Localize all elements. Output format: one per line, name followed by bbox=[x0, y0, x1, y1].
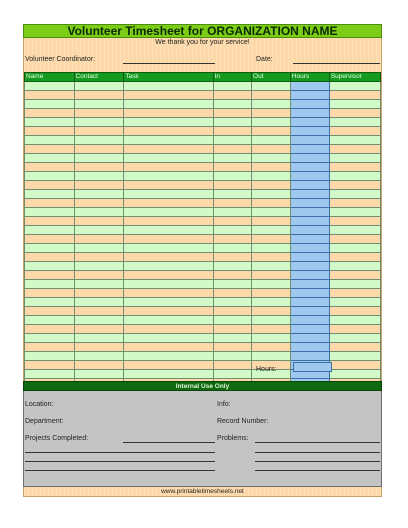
table-row bbox=[25, 271, 381, 280]
cell-task[interactable] bbox=[124, 190, 213, 199]
cell-in[interactable] bbox=[213, 253, 251, 262]
cell-task[interactable] bbox=[124, 145, 213, 154]
cell-hours[interactable] bbox=[290, 280, 329, 289]
cell-supervisor[interactable] bbox=[329, 145, 380, 154]
cell-supervisor[interactable] bbox=[329, 136, 380, 145]
cell-supervisor[interactable] bbox=[329, 316, 380, 325]
cell-name[interactable] bbox=[25, 172, 75, 181]
cell-task[interactable] bbox=[124, 343, 213, 352]
cell-hours[interactable] bbox=[290, 316, 329, 325]
cell-out[interactable] bbox=[252, 154, 291, 163]
projects-line-2[interactable] bbox=[25, 452, 215, 453]
total-hours-label: Hours: bbox=[256, 366, 277, 373]
cell-out[interactable] bbox=[252, 118, 291, 127]
cell-hours[interactable] bbox=[290, 289, 329, 298]
cell-in[interactable] bbox=[213, 199, 251, 208]
cell-out[interactable] bbox=[252, 334, 291, 343]
cell-in[interactable] bbox=[213, 289, 251, 298]
cell-contact[interactable] bbox=[74, 163, 124, 172]
cell-hours[interactable] bbox=[290, 118, 329, 127]
cell-supervisor[interactable] bbox=[329, 190, 380, 199]
cell-out[interactable] bbox=[252, 181, 291, 190]
cell-hours[interactable] bbox=[290, 307, 329, 316]
cell-supervisor[interactable] bbox=[329, 217, 380, 226]
cell-out[interactable] bbox=[252, 280, 291, 289]
cell-supervisor[interactable] bbox=[329, 343, 380, 352]
cell-name[interactable] bbox=[25, 307, 75, 316]
table-row bbox=[25, 325, 381, 334]
cell-contact[interactable] bbox=[74, 271, 124, 280]
department-label: Department: bbox=[25, 418, 64, 425]
cell-in[interactable] bbox=[213, 307, 251, 316]
cell-name[interactable] bbox=[25, 154, 75, 163]
cell-in[interactable] bbox=[213, 172, 251, 181]
table-row bbox=[25, 208, 381, 217]
total-hours-field[interactable] bbox=[293, 362, 332, 372]
cell-task[interactable] bbox=[124, 370, 213, 379]
cell-name[interactable] bbox=[25, 280, 75, 289]
cell-contact[interactable] bbox=[74, 190, 124, 199]
cell-out[interactable] bbox=[252, 163, 291, 172]
cell-supervisor[interactable] bbox=[329, 235, 380, 244]
table-row bbox=[25, 343, 381, 352]
table-row bbox=[25, 199, 381, 208]
problems-line-2[interactable] bbox=[255, 452, 380, 453]
cell-in[interactable] bbox=[213, 343, 251, 352]
table-row bbox=[25, 352, 381, 361]
cell-task[interactable] bbox=[124, 280, 213, 289]
cell-out[interactable] bbox=[252, 127, 291, 136]
cell-name[interactable] bbox=[25, 163, 75, 172]
date-label: Date: bbox=[256, 56, 273, 63]
cell-task[interactable] bbox=[124, 217, 213, 226]
cell-supervisor[interactable] bbox=[329, 181, 380, 190]
cell-contact[interactable] bbox=[74, 289, 124, 298]
cell-supervisor[interactable] bbox=[329, 226, 380, 235]
table-row bbox=[25, 289, 381, 298]
cell-contact[interactable] bbox=[74, 82, 124, 91]
cell-contact[interactable] bbox=[74, 199, 124, 208]
cell-contact[interactable] bbox=[74, 91, 124, 100]
cell-contact[interactable] bbox=[74, 208, 124, 217]
coordinator-label: Volunteer Coordinator: bbox=[25, 56, 96, 63]
cell-name[interactable] bbox=[25, 325, 75, 334]
cell-hours[interactable] bbox=[290, 334, 329, 343]
cell-supervisor[interactable] bbox=[329, 307, 380, 316]
cell-name[interactable] bbox=[25, 370, 75, 379]
table-row bbox=[25, 82, 381, 91]
cell-name[interactable] bbox=[25, 181, 75, 190]
cell-in[interactable] bbox=[213, 352, 251, 361]
table-row bbox=[25, 253, 381, 262]
cell-task[interactable] bbox=[124, 298, 213, 307]
cell-in[interactable] bbox=[213, 217, 251, 226]
cell-in[interactable] bbox=[213, 136, 251, 145]
internal-use-heading: Internal Use Only bbox=[23, 381, 382, 391]
cell-task[interactable] bbox=[124, 100, 213, 109]
cell-name[interactable] bbox=[25, 334, 75, 343]
cell-in[interactable] bbox=[213, 109, 251, 118]
subtitle: We thank you for your service! bbox=[155, 39, 250, 46]
page-title: Volunteer Timesheet for ORGANIZATION NAME bbox=[23, 24, 382, 38]
cell-in[interactable] bbox=[213, 235, 251, 244]
cell-name[interactable] bbox=[25, 199, 75, 208]
cell-supervisor[interactable] bbox=[329, 208, 380, 217]
coordinator-field[interactable] bbox=[123, 63, 215, 64]
cell-hours[interactable] bbox=[290, 181, 329, 190]
column-header-hours: Hours bbox=[290, 73, 329, 82]
cell-hours[interactable] bbox=[290, 325, 329, 334]
cell-supervisor[interactable] bbox=[329, 361, 380, 370]
cell-contact[interactable] bbox=[74, 352, 124, 361]
cell-task[interactable] bbox=[124, 289, 213, 298]
cell-contact[interactable] bbox=[74, 145, 124, 154]
cell-name[interactable] bbox=[25, 271, 75, 280]
table-header-row bbox=[25, 73, 381, 82]
cell-hours[interactable] bbox=[290, 244, 329, 253]
cell-out[interactable] bbox=[252, 253, 291, 262]
cell-name[interactable] bbox=[25, 136, 75, 145]
projects-completed-label: Projects Completed: bbox=[25, 435, 89, 442]
column-header-contact: Contact bbox=[74, 73, 124, 82]
cell-out[interactable] bbox=[252, 298, 291, 307]
cell-out[interactable] bbox=[252, 235, 291, 244]
cell-name[interactable] bbox=[25, 109, 75, 118]
cell-task[interactable] bbox=[124, 352, 213, 361]
table-row bbox=[25, 163, 381, 172]
cell-in[interactable] bbox=[213, 361, 251, 370]
problems-line-3[interactable] bbox=[255, 461, 380, 462]
cell-hours[interactable] bbox=[290, 127, 329, 136]
cell-contact[interactable] bbox=[74, 334, 124, 343]
cell-supervisor[interactable] bbox=[329, 127, 380, 136]
cell-supervisor[interactable] bbox=[329, 244, 380, 253]
cell-contact[interactable] bbox=[74, 118, 124, 127]
cell-supervisor[interactable] bbox=[329, 271, 380, 280]
cell-contact[interactable] bbox=[74, 127, 124, 136]
cell-contact[interactable] bbox=[74, 307, 124, 316]
cell-hours[interactable] bbox=[290, 262, 329, 271]
cell-out[interactable] bbox=[252, 217, 291, 226]
cell-task[interactable] bbox=[124, 181, 213, 190]
cell-supervisor[interactable] bbox=[329, 352, 380, 361]
cell-in[interactable] bbox=[213, 163, 251, 172]
footer-url: www.printabletimesheets.net bbox=[161, 488, 244, 495]
cell-in[interactable] bbox=[213, 118, 251, 127]
cell-task[interactable] bbox=[124, 208, 213, 217]
problems-label: Problems: bbox=[217, 435, 249, 442]
cell-hours[interactable] bbox=[290, 199, 329, 208]
cell-in[interactable] bbox=[213, 244, 251, 253]
cell-out[interactable] bbox=[252, 91, 291, 100]
cell-out[interactable] bbox=[252, 190, 291, 199]
cell-out[interactable] bbox=[252, 172, 291, 181]
cell-name[interactable] bbox=[25, 343, 75, 352]
table-row bbox=[25, 217, 381, 226]
cell-task[interactable] bbox=[124, 361, 213, 370]
cell-hours[interactable] bbox=[290, 235, 329, 244]
cell-out[interactable] bbox=[252, 145, 291, 154]
cell-hours[interactable] bbox=[290, 100, 329, 109]
column-header-out: Out bbox=[252, 73, 291, 82]
table-row bbox=[25, 316, 381, 325]
table-row bbox=[25, 307, 381, 316]
cell-supervisor[interactable] bbox=[329, 154, 380, 163]
cell-in[interactable] bbox=[213, 298, 251, 307]
cell-name[interactable] bbox=[25, 262, 75, 271]
cell-name[interactable] bbox=[25, 226, 75, 235]
cell-name[interactable] bbox=[25, 91, 75, 100]
projects-line-3[interactable] bbox=[25, 461, 215, 462]
cell-in[interactable] bbox=[213, 100, 251, 109]
table-row bbox=[25, 226, 381, 235]
table-row bbox=[25, 235, 381, 244]
cell-out[interactable] bbox=[252, 82, 291, 91]
cell-in[interactable] bbox=[213, 334, 251, 343]
cell-supervisor[interactable] bbox=[329, 172, 380, 181]
cell-contact[interactable] bbox=[74, 370, 124, 379]
cell-supervisor[interactable] bbox=[329, 325, 380, 334]
cell-contact[interactable] bbox=[74, 100, 124, 109]
cell-out[interactable] bbox=[252, 271, 291, 280]
cell-name[interactable] bbox=[25, 100, 75, 109]
cell-contact[interactable] bbox=[74, 172, 124, 181]
table-row bbox=[25, 172, 381, 181]
cell-out[interactable] bbox=[252, 289, 291, 298]
cell-name[interactable] bbox=[25, 145, 75, 154]
cell-in[interactable] bbox=[213, 82, 251, 91]
cell-supervisor[interactable] bbox=[329, 199, 380, 208]
cell-name[interactable] bbox=[25, 253, 75, 262]
cell-hours[interactable] bbox=[290, 154, 329, 163]
cell-supervisor[interactable] bbox=[329, 109, 380, 118]
projects-line-4[interactable] bbox=[25, 470, 215, 471]
cell-contact[interactable] bbox=[74, 226, 124, 235]
table-row bbox=[25, 190, 381, 199]
cell-in[interactable] bbox=[213, 127, 251, 136]
cell-out[interactable] bbox=[252, 352, 291, 361]
cell-task[interactable] bbox=[124, 262, 213, 271]
cell-name[interactable] bbox=[25, 118, 75, 127]
cell-contact[interactable] bbox=[74, 136, 124, 145]
problems-field[interactable] bbox=[255, 442, 380, 443]
column-header-name: Name bbox=[25, 73, 75, 82]
cell-in[interactable] bbox=[213, 91, 251, 100]
cell-task[interactable] bbox=[124, 199, 213, 208]
table-row bbox=[25, 145, 381, 154]
cell-hours[interactable] bbox=[290, 208, 329, 217]
cell-contact[interactable] bbox=[74, 298, 124, 307]
cell-name[interactable] bbox=[25, 352, 75, 361]
cell-supervisor[interactable] bbox=[329, 82, 380, 91]
cell-supervisor[interactable] bbox=[329, 298, 380, 307]
cell-name[interactable] bbox=[25, 217, 75, 226]
cell-contact[interactable] bbox=[74, 361, 124, 370]
table-row bbox=[25, 262, 381, 271]
cell-hours[interactable] bbox=[290, 253, 329, 262]
internal-use-section bbox=[23, 381, 382, 487]
table-row bbox=[25, 100, 381, 109]
cell-task[interactable] bbox=[124, 163, 213, 172]
cell-contact[interactable] bbox=[74, 154, 124, 163]
cell-task[interactable] bbox=[124, 136, 213, 145]
cell-in[interactable] bbox=[213, 316, 251, 325]
column-header-supervisor: Supervisor bbox=[329, 73, 380, 82]
cell-task[interactable] bbox=[124, 127, 213, 136]
table-row bbox=[25, 280, 381, 289]
cell-hours[interactable] bbox=[290, 226, 329, 235]
cell-out[interactable] bbox=[252, 262, 291, 271]
cell-out[interactable] bbox=[252, 226, 291, 235]
problems-line-4[interactable] bbox=[255, 470, 380, 471]
cell-task[interactable] bbox=[124, 325, 213, 334]
cell-contact[interactable] bbox=[74, 343, 124, 352]
cell-hours[interactable] bbox=[290, 217, 329, 226]
cell-task[interactable] bbox=[124, 271, 213, 280]
table-row bbox=[25, 244, 381, 253]
cell-out[interactable] bbox=[252, 307, 291, 316]
cell-supervisor[interactable] bbox=[329, 253, 380, 262]
cell-in[interactable] bbox=[213, 370, 251, 379]
timesheet-table bbox=[24, 72, 381, 388]
cell-in[interactable] bbox=[213, 190, 251, 199]
cell-supervisor[interactable] bbox=[329, 280, 380, 289]
cell-out[interactable] bbox=[252, 109, 291, 118]
cell-out[interactable] bbox=[252, 208, 291, 217]
cell-hours[interactable] bbox=[290, 352, 329, 361]
cell-out[interactable] bbox=[252, 325, 291, 334]
cell-task[interactable] bbox=[124, 316, 213, 325]
cell-name[interactable] bbox=[25, 298, 75, 307]
projects-completed-field[interactable] bbox=[123, 442, 215, 443]
cell-contact[interactable] bbox=[74, 109, 124, 118]
cell-name[interactable] bbox=[25, 82, 75, 91]
cell-out[interactable] bbox=[252, 343, 291, 352]
cell-contact[interactable] bbox=[74, 253, 124, 262]
cell-task[interactable] bbox=[124, 109, 213, 118]
cell-contact[interactable] bbox=[74, 244, 124, 253]
table-row bbox=[25, 136, 381, 145]
table-row bbox=[25, 127, 381, 136]
cell-name[interactable] bbox=[25, 361, 75, 370]
cell-contact[interactable] bbox=[74, 316, 124, 325]
cell-name[interactable] bbox=[25, 316, 75, 325]
table-row bbox=[25, 334, 381, 343]
cell-task[interactable] bbox=[124, 154, 213, 163]
column-header-task: Task bbox=[124, 73, 213, 82]
cell-hours[interactable] bbox=[290, 82, 329, 91]
location-label: Location: bbox=[25, 401, 54, 408]
cell-contact[interactable] bbox=[74, 235, 124, 244]
cell-task[interactable] bbox=[124, 307, 213, 316]
table-row bbox=[25, 91, 381, 100]
cell-out[interactable] bbox=[252, 316, 291, 325]
cell-contact[interactable] bbox=[74, 262, 124, 271]
cell-name[interactable] bbox=[25, 190, 75, 199]
cell-name[interactable] bbox=[25, 289, 75, 298]
cell-supervisor[interactable] bbox=[329, 289, 380, 298]
cell-hours[interactable] bbox=[290, 109, 329, 118]
cell-in[interactable] bbox=[213, 226, 251, 235]
info-label: Info: bbox=[217, 401, 231, 408]
table-row bbox=[25, 154, 381, 163]
cell-task[interactable] bbox=[124, 172, 213, 181]
column-header-in: In bbox=[213, 73, 251, 82]
cell-contact[interactable] bbox=[74, 325, 124, 334]
cell-task[interactable] bbox=[124, 226, 213, 235]
cell-hours[interactable] bbox=[290, 91, 329, 100]
table-row bbox=[25, 298, 381, 307]
cell-supervisor[interactable] bbox=[329, 370, 380, 379]
cell-task[interactable] bbox=[124, 118, 213, 127]
cell-contact[interactable] bbox=[74, 217, 124, 226]
cell-out[interactable] bbox=[252, 100, 291, 109]
cell-out[interactable] bbox=[252, 244, 291, 253]
cell-name[interactable] bbox=[25, 244, 75, 253]
table-row bbox=[25, 181, 381, 190]
table-row bbox=[25, 118, 381, 127]
cell-task[interactable] bbox=[124, 91, 213, 100]
cell-in[interactable] bbox=[213, 280, 251, 289]
cell-task[interactable] bbox=[124, 82, 213, 91]
cell-supervisor[interactable] bbox=[329, 163, 380, 172]
cell-in[interactable] bbox=[213, 181, 251, 190]
cell-in[interactable] bbox=[213, 271, 251, 280]
cell-in[interactable] bbox=[213, 154, 251, 163]
cell-name[interactable] bbox=[25, 235, 75, 244]
cell-hours[interactable] bbox=[290, 343, 329, 352]
cell-supervisor[interactable] bbox=[329, 262, 380, 271]
cell-supervisor[interactable] bbox=[329, 334, 380, 343]
cell-supervisor[interactable] bbox=[329, 100, 380, 109]
cell-hours[interactable] bbox=[290, 298, 329, 307]
cell-hours[interactable] bbox=[290, 163, 329, 172]
cell-hours[interactable] bbox=[290, 190, 329, 199]
cell-hours[interactable] bbox=[290, 271, 329, 280]
cell-in[interactable] bbox=[213, 208, 251, 217]
cell-hours[interactable] bbox=[290, 145, 329, 154]
cell-supervisor[interactable] bbox=[329, 118, 380, 127]
cell-hours[interactable] bbox=[290, 172, 329, 181]
table-row bbox=[25, 109, 381, 118]
cell-contact[interactable] bbox=[74, 280, 124, 289]
cell-supervisor[interactable] bbox=[329, 91, 380, 100]
cell-in[interactable] bbox=[213, 262, 251, 271]
cell-out[interactable] bbox=[252, 136, 291, 145]
cell-name[interactable] bbox=[25, 208, 75, 217]
cell-hours[interactable] bbox=[290, 136, 329, 145]
cell-task[interactable] bbox=[124, 253, 213, 262]
date-field[interactable] bbox=[293, 63, 380, 64]
cell-in[interactable] bbox=[213, 145, 251, 154]
record-number-label: Record Number: bbox=[217, 418, 269, 425]
cell-task[interactable] bbox=[124, 244, 213, 253]
cell-out[interactable] bbox=[252, 199, 291, 208]
cell-in[interactable] bbox=[213, 325, 251, 334]
cell-task[interactable] bbox=[124, 334, 213, 343]
cell-contact[interactable] bbox=[74, 181, 124, 190]
cell-name[interactable] bbox=[25, 127, 75, 136]
cell-task[interactable] bbox=[124, 235, 213, 244]
